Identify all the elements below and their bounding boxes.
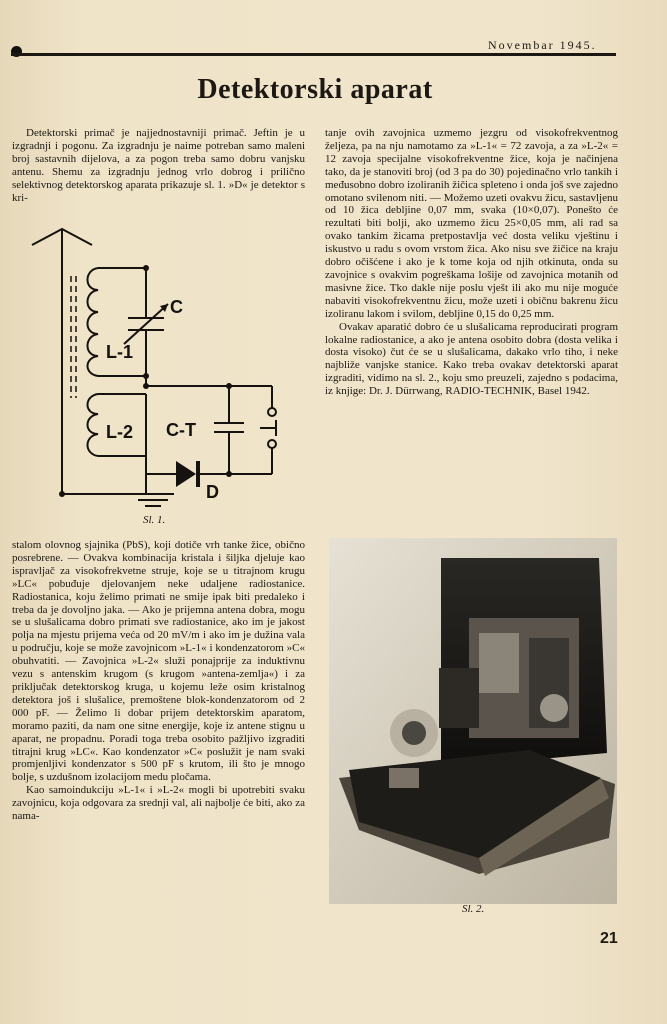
- paragraph-intro: Detektorski primač je najjednostavniji primač. Jeftin je u izgradnji i pogonu. Za izgradnju je naime potreban samo maleni broj sastavnih dijelova, a za pogon treba samo dobru vanjsku antenu. Shemu za izgradnju jednog vrlo dobrog i prilično selektivnog detektorskog aparata prikazuje sl. 1. »D« je detektor s kri-: [12, 127, 305, 204]
- article-title: Detektorski aparat: [197, 74, 433, 105]
- circuit-diagram: [14, 218, 304, 516]
- paragraph-reception: Ovakav aparatić dobro će u slušalicama reproducirati program lokalne radiostanice, a ako je antena osobito dobra (dosta velika i dosta visoko) čut će se u slušalicama, dakako vrlo tiho, i neke najbliže vanjske stanice. Kako treba ovakav detektorski aparat izgraditi, vidimo na sl. 2., koju smo preuzeli, zajedno s podacima, iz knjige: Dr. J. Dürrwang, RADIO-TECHNIK, Basel 1942.: [325, 320, 618, 398]
- left-column-top: [12, 127, 305, 204]
- right-column: [325, 127, 618, 398]
- label-c: C: [170, 297, 183, 317]
- header-date: Novembar 1945.: [488, 38, 597, 52]
- page-number: 21: [600, 930, 618, 947]
- figure2-caption: Sl. 2.: [462, 903, 485, 915]
- label-ct: C-T: [166, 420, 196, 440]
- figure1-caption: Sl. 1.: [143, 514, 166, 526]
- label-d: D: [206, 482, 219, 502]
- label-l1: L-1: [106, 342, 133, 362]
- label-l2: L-2: [106, 422, 133, 442]
- left-column-bottom: [12, 539, 305, 823]
- paragraph-coils: Kao samoindukciju »L-1« i »L-2« mogli bi upotrebiti svaku zavojnicu, koja odgovara za srednji val, ali najbolje će biti, ako za nama-: [12, 784, 305, 823]
- paragraph-detector: stalom olovnog sjajnika (PbS), koji dotiče vrh tanke žice, obično posrebrene. — Ovakva kombinacija kristala i šiljka djeluje kao ispravljač za visokofrekvetne struje, koje se u titrajnom krugu »LC« pobuđuje djelovanjem neke udaljene radiostanice. Radiostanica, koju želimo primati ne smije ipak biti predaleko i treba da je dovoljno jaka. — Ako je prijemna antena dobra, mogu se u slušalicama dobro primati sve radiostanice, ako im je jakost polja na mjestu prijema veća od 20 mV/m i ako im je dužina vala u području, koje se može zavojnicom »L-1« i kondenzatorom »C« obuhvatiti. — Zavojnica »L-2« služi ponajprije za induktivnu vezu s antenskim krugom (s krugom »antena-zemlja«) i za priključak detektorskog kruga, u kojemu leže osim kristalnog detektora još i slušalice, premoštene blok-kondenzatorom od 2 000 pF. — Želimo li dobar prijem detektorskim aparatom, moramo paziti, da nam one sitne energije, koje iz antene stignu u aparat, ne propadnu. Poradi toga treba osobito pažljivo izgraditi titrajni krug »LC«. Kao kondenzator »C« poslužit je nam svaki promjenljivi kondenzator s 500 pF s krutom, ili što je mnogo bolje, s uzdušnom izolacijom medu pločama.: [12, 539, 305, 784]
- header-rule: [11, 53, 616, 56]
- paragraph-coil-winding: tanje ovih zavojnica uzmemo jezgru od visokofrekventnog željeza, pa na nju namotamo za »L-1« = 72 zavoja, a za »L-2« = 12 zavoja specijalne visokofrekventne žice, koja je načinjena tako, da je stanoviti broj (od 3 pa do 30) pojedinačno vrlo tankih i međusobno dobro izoliranih žičica spleteno i onda još sve zajedno omotano svilenom niti. — Možemo uzeti ovakvu žicu, sastavljenu od 10 žica debljine 0,07 mm, svaka (10×0,07). Ponešto će rezultati biti bolji, ako uzmemo žicu 25×0,05 mm, ali rad sa ovako tankim žicama pretpostavlja već dosta veliku vještinu i iskustvo u radu s ovom vrstom žica. Ako nisu sve žičice na kraju dobro očišćene i ako je k tome koja od njih otkinuta, onda su zavojnice s ovakvim pogreškama lošije od zavojnica motanih od masivne žice. Tko dakle nije poslu vješt ili ako mu nije moguće nabaviti visokofrekventnu žicu, može uzeti i običnu bakrenu žicu izoliranu lakom i svilom, debljine 0,15 do 0,25 mm.: [325, 127, 618, 320]
- receiver-photo: [329, 538, 617, 904]
